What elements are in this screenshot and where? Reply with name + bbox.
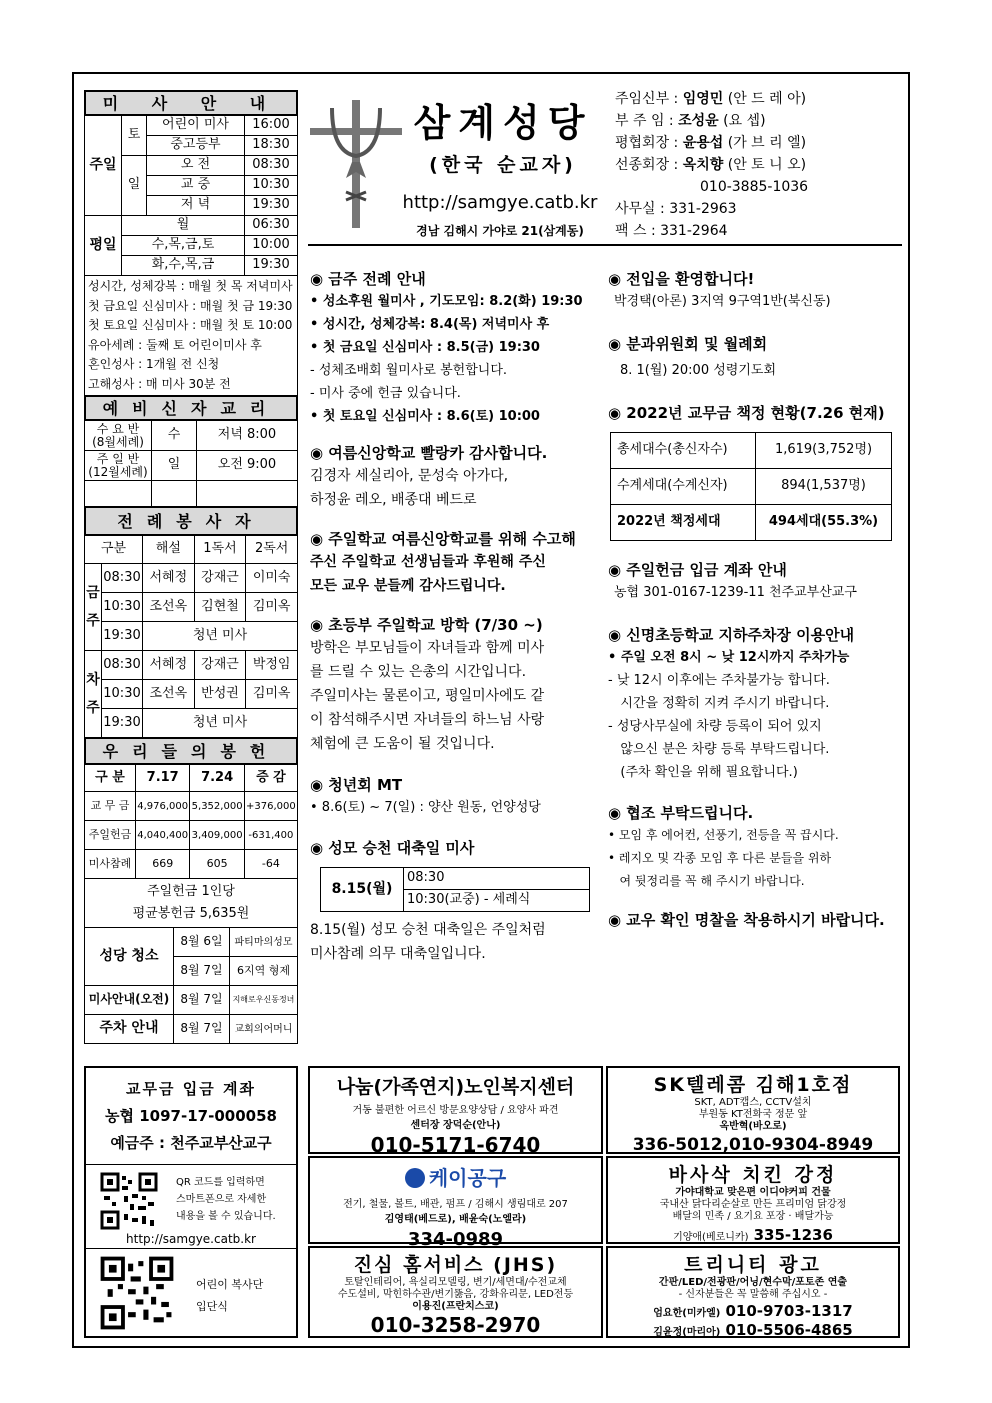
ad-phone: 335-1236 bbox=[753, 1226, 833, 1244]
section-line: 주일미사는 물론이고, 평일미사에도 같 bbox=[310, 688, 545, 704]
section-title: ◉ 성모 승천 대축일 미사 bbox=[310, 839, 475, 857]
qr-url[interactable]: http://samgye.catb.kr bbox=[126, 1232, 256, 1246]
ad-phone-label: 김윤정(마리아) bbox=[653, 1327, 721, 1338]
catechumen-time: 저녁 8:00 bbox=[197, 421, 298, 451]
section-title: ◉ 여름신앙학교 빨랑카 감사합니다. bbox=[310, 444, 548, 462]
mass-title: 미 사 안 내 bbox=[84, 90, 298, 116]
offering-label: 교 무 금 bbox=[85, 792, 136, 821]
staff-role: 부 주 임 : bbox=[615, 113, 674, 129]
offering-header: 7.17 bbox=[136, 765, 190, 792]
staff-baptismal: (안 드 레 아) bbox=[727, 91, 807, 107]
assumption-date: 8.15(월) bbox=[321, 868, 404, 912]
assumption-time: 08:30 bbox=[404, 868, 590, 890]
catechumen-day: 수 bbox=[152, 421, 197, 451]
duty-label: 주차 안내 bbox=[85, 1015, 174, 1044]
ad-line: 수도설비, 막힌하수관/변기뚫음, 강화유리문, LED전등 bbox=[337, 1289, 574, 1300]
ad-title: 케이공구 bbox=[428, 1166, 507, 1190]
server-name: 조선옥 bbox=[143, 680, 195, 709]
server-time: 10:30 bbox=[102, 593, 143, 622]
staff-list bbox=[615, 88, 905, 242]
offering-v1: 4,976,000 bbox=[136, 792, 190, 821]
duty-who: 6지역 형제 bbox=[230, 957, 298, 986]
staff-role: 선종회장 : bbox=[615, 157, 679, 173]
offering-table bbox=[84, 764, 298, 928]
church-subtitle: (한국 순교자) bbox=[429, 154, 577, 176]
section-line: - 미사 중에 헌금 있습니다. bbox=[310, 386, 461, 401]
ad-title: 바사삭 치킨 강정 bbox=[668, 1164, 838, 1186]
ad-phone: 336-5012,010-9304-8949 bbox=[632, 1135, 874, 1155]
mass-name: 중고등부 bbox=[147, 136, 245, 156]
section-title: ◉ 초등부 주일학교 방학 (7/30 ~) bbox=[310, 616, 543, 634]
catechumen-class-note: (8월세례) bbox=[92, 434, 144, 449]
section-line: • 성소후원 월미사 , 기도모임: 8.2(화) 19:30 bbox=[310, 294, 583, 309]
qr-code-icon[interactable] bbox=[100, 1256, 174, 1330]
mass-name: 화,수,목,금 bbox=[122, 256, 245, 276]
section-line: • 첫 금요일 신심미사 : 8.5(금) 19:30 bbox=[310, 340, 540, 355]
section-title: ◉ 2022년 교무금 책정 현황(7.26 현재) bbox=[608, 404, 885, 422]
staff-baptismal: (요 셉) bbox=[723, 113, 766, 129]
ad-line: 센터장 장덕순(안나) bbox=[410, 1120, 501, 1131]
left-column bbox=[84, 90, 298, 1044]
offering-v2: 3,409,000 bbox=[190, 821, 244, 850]
avg-line-1: 주일헌금 1인당 bbox=[147, 884, 235, 899]
ad-jhs bbox=[308, 1246, 603, 1338]
duty-date: 8월 7일 bbox=[174, 986, 230, 1015]
staff-row bbox=[615, 88, 905, 110]
ad-line: 전기, 철물, 볼트, 배관, 펌프 / 김해시 생림대로 207 bbox=[343, 1199, 568, 1210]
offering-v2: 5,352,000 bbox=[190, 792, 244, 821]
duty-who: 파티마의성모 bbox=[230, 928, 298, 957]
mass-time: 16:00 bbox=[245, 116, 298, 136]
offering-v2: 605 bbox=[190, 850, 244, 879]
qr-text-line: QR 코드를 입력하면 bbox=[176, 1177, 265, 1188]
duty-who: 교회의어머니 bbox=[230, 1015, 298, 1044]
coop-line: • 레지오 및 각종 모임 후 다른 분들을 위하 bbox=[608, 851, 832, 865]
server-name: 반성권 bbox=[194, 680, 246, 709]
ad-line: 토탈인테리어, 욕실리모델링, 변기/세면대/수전교체 bbox=[344, 1277, 567, 1288]
duty-label: 미사안내(오전) bbox=[85, 986, 174, 1015]
staff-baptismal: (가 브 리 엘) bbox=[727, 135, 807, 151]
tithe-label: 총세대수(총신자수) bbox=[611, 433, 756, 469]
mass-name: 어린이 미사 bbox=[147, 116, 245, 136]
ad-trinity bbox=[606, 1246, 900, 1338]
section-title: ◉ 분과위원회 및 월례회 bbox=[608, 335, 768, 353]
mass-name: 오 전 bbox=[147, 156, 245, 176]
servers-header: 2독서 bbox=[246, 536, 298, 564]
middle-column bbox=[310, 268, 602, 966]
server-name: 강재근 bbox=[194, 564, 246, 593]
catechumen-class: 수 요 반 bbox=[96, 421, 140, 436]
staff-row bbox=[615, 154, 905, 176]
parking-line: - 낮 12시 이후에는 주차불가능 합니다. bbox=[608, 673, 830, 688]
qr2-text-line: 어린이 복사단 bbox=[196, 1278, 264, 1291]
offering-label: 주일헌금 bbox=[85, 821, 136, 850]
server-name: 서혜정 bbox=[143, 564, 195, 593]
coop-line: 여 뒷정리를 꼭 해 주시기 바랍니다. bbox=[608, 874, 805, 888]
section-title: ◉ 금주 전례 안내 bbox=[310, 270, 426, 288]
staff-role: 주임신부 : bbox=[615, 91, 679, 107]
weekday-label: 평일 bbox=[85, 216, 122, 276]
servers-header: 구분 bbox=[85, 536, 143, 564]
right-column bbox=[608, 268, 904, 931]
ad-line: 간판/LED/전광판/어닝/현수막/포토존 연출 bbox=[658, 1277, 848, 1288]
staff-row bbox=[615, 110, 905, 132]
server-time: 19:30 bbox=[102, 622, 143, 651]
parking-line: • 주일 오전 8시 ~ 낮 12시까지 주차가능 bbox=[608, 650, 850, 665]
section-title: ◉ 주일헌금 입금 계좌 안내 bbox=[608, 561, 787, 579]
section-line: 방학은 부모님들이 자녀들과 함께 미사 bbox=[310, 640, 545, 656]
duty-date: 8월 6일 bbox=[174, 928, 230, 957]
assumption-note: 미사참례 의무 대축일입니다. bbox=[310, 946, 486, 962]
catechumen-class-note: (12월세례) bbox=[88, 464, 148, 479]
mass-note: 유아세례 : 둘째 토 어린이미사 후 bbox=[88, 337, 262, 352]
church-name: 삼계성당 bbox=[413, 101, 593, 145]
offering-header: 구 분 bbox=[85, 765, 136, 792]
ad-phone-label: 엄요한(미카엘) bbox=[653, 1308, 721, 1319]
server-time: 19:30 bbox=[102, 709, 143, 738]
mass-note: 혼인성사 : 1개월 전 신청 bbox=[88, 357, 220, 371]
mass-time: 06:30 bbox=[245, 216, 298, 236]
section-title: ◉ 협조 부탁드립니다. bbox=[608, 804, 754, 822]
catechumen-class: 주 일 반 bbox=[96, 451, 140, 466]
ad-phone: 010-3258-2970 bbox=[370, 1313, 541, 1337]
week2-label: 차주 bbox=[85, 651, 102, 738]
staff-name: 조성윤 bbox=[678, 113, 719, 129]
ad-k-tools bbox=[308, 1156, 603, 1250]
offering-header: 증 감 bbox=[244, 765, 297, 792]
ad-title-row bbox=[310, 1162, 601, 1191]
section-line: 이 참석해주시면 자녀들의 하느님 사랑 bbox=[310, 712, 545, 728]
catechumen-day: 일 bbox=[152, 451, 197, 481]
server-time: 08:30 bbox=[102, 564, 143, 593]
server-time: 10:30 bbox=[102, 680, 143, 709]
parking-line: 않으신 분은 차량 등록 부탁드립니다. bbox=[608, 742, 830, 757]
section-line: 주신 주일학교 선생님들과 후원해 주신 bbox=[310, 554, 546, 570]
catechumen-table bbox=[84, 420, 298, 507]
section-line: 하정윤 레오, 배종대 베드로 bbox=[310, 492, 477, 508]
assumption-note: 8.15(월) 성모 승천 대축일은 주일처럼 bbox=[310, 922, 546, 938]
section-title: ◉ 청년회 MT bbox=[310, 776, 403, 794]
qr-text-line: 스마트폰으로 자세한 bbox=[176, 1194, 267, 1205]
account-box bbox=[84, 1066, 298, 1338]
account-holder: 예금주 : 천주교부산교구 bbox=[110, 1134, 272, 1152]
assumption-table bbox=[320, 867, 590, 912]
staff-role: 평협회장 : bbox=[615, 135, 679, 151]
ad-title: 나눔(가족연지)노인복지센터 bbox=[336, 1076, 575, 1098]
account-number: 농협 1097-17-000058 bbox=[105, 1107, 277, 1125]
mass-time: 08:30 bbox=[245, 156, 298, 176]
office-phone: 사무실 : 331-2963 bbox=[615, 201, 737, 217]
ad-line: - 신자분들은 꼭 말씀해 주십시오 - bbox=[678, 1289, 828, 1300]
duty-date: 8월 7일 bbox=[174, 1015, 230, 1044]
mass-time: 10:30 bbox=[245, 176, 298, 196]
parking-line: 시간을 정확히 지켜 주시기 바랍니다. bbox=[608, 696, 830, 711]
sun-label: 일 bbox=[122, 156, 147, 216]
qr-description bbox=[176, 1174, 294, 1225]
servers-title: 전례봉사자 bbox=[84, 506, 298, 536]
section-line: • 8.6(토) ~ 7(일) : 양산 원동, 언양성당 bbox=[310, 800, 541, 815]
tithe-value: 494세대(55.3%) bbox=[756, 505, 892, 541]
mass-note: 첫 토요일 신심미사 : 매월 첫 토 10:00 bbox=[88, 318, 293, 332]
ad-line: 거동 불편한 어르신 방문요양상담 / 요양사 파견 bbox=[352, 1105, 559, 1116]
qr-code-icon[interactable] bbox=[100, 1172, 158, 1230]
server-name: 서혜정 bbox=[143, 651, 195, 680]
server-name: 이미숙 bbox=[246, 564, 298, 593]
mass-table bbox=[84, 115, 298, 396]
church-url[interactable]: http://samgye.catb.kr bbox=[402, 192, 598, 213]
server-name: 강재근 bbox=[194, 651, 246, 680]
assumption-time: 10:30(교중) - 세례식 bbox=[404, 890, 590, 912]
qr2-description bbox=[196, 1274, 296, 1318]
duty-who: 지해로우신동정녀 bbox=[230, 986, 298, 1015]
tithe-value: 894(1,537명) bbox=[756, 469, 892, 505]
duty-label: 성당 청소 bbox=[85, 928, 174, 986]
qr-text-line: 내용을 볼 수 있습니다. bbox=[176, 1211, 276, 1222]
ad-chicken bbox=[606, 1156, 900, 1244]
youth-mass: 청년 미사 bbox=[143, 709, 298, 738]
qr2-text-line: 입단식 bbox=[196, 1300, 228, 1313]
section-line: - 성체조배회 월미사로 봉헌합니다. bbox=[310, 363, 508, 378]
offering-title: 우리들의봉헌 bbox=[84, 737, 298, 765]
staff-name: 윤용섭 bbox=[682, 135, 724, 151]
section-line: 를 드릴 수 있는 은총의 시간입니다. bbox=[310, 664, 527, 680]
section-line: 김경자 세실리아, 문성숙 아가다, bbox=[310, 468, 509, 484]
ad-phone: 334-0989 bbox=[407, 1229, 504, 1250]
offering-v1: 669 bbox=[136, 850, 190, 879]
section-title: ◉ 전입을 환영합니다! bbox=[608, 270, 755, 288]
catechumen-time: 오전 9:00 bbox=[197, 451, 298, 481]
section-line: • 첫 토요일 신심미사 : 8.6(토) 10:00 bbox=[310, 409, 540, 424]
section-title: ◉ 주일학교 여름신앙학교를 위해 수고해 bbox=[310, 530, 576, 548]
fax-number: 팩 스 : 331-2964 bbox=[615, 223, 728, 239]
ad-title: 트리니티 광고 bbox=[684, 1254, 822, 1276]
ad-sk-telecom bbox=[606, 1066, 900, 1154]
mass-notes bbox=[85, 276, 298, 396]
mass-note: 고해성사 : 매 미사 30분 전 bbox=[88, 376, 231, 391]
server-name: 김미옥 bbox=[246, 593, 298, 622]
ad-line: 부원동 KT전화국 정문 앞 bbox=[698, 1109, 808, 1120]
duty-table bbox=[84, 927, 298, 1044]
section-title: ◉ 교우 확인 명찰을 착용하시기 바랍니다. bbox=[608, 911, 885, 929]
ad-phone: 010-5506-4865 bbox=[725, 1321, 853, 1339]
mass-name: 교 중 bbox=[147, 176, 245, 196]
server-name: 김미옥 bbox=[246, 680, 298, 709]
server-name: 조선옥 bbox=[143, 593, 195, 622]
tithe-label: 수계세대(수계신자) bbox=[611, 469, 756, 505]
youth-mass: 청년 미사 bbox=[143, 622, 298, 651]
ad-line: 김영태(베드로), 배윤숙(노엘라) bbox=[384, 1214, 527, 1225]
offering-header: 7.24 bbox=[190, 765, 244, 792]
ad-phone: 010-9703-1317 bbox=[725, 1302, 853, 1320]
section-line: 모든 교우 분들께 감사드립니다. bbox=[310, 578, 506, 594]
ad-line: 옥반혁(바오로) bbox=[719, 1121, 787, 1132]
mass-note: 첫 금요일 신심미사 : 매월 첫 금 19:30 bbox=[88, 298, 293, 313]
ad-line: 이용진(프란치스코) bbox=[412, 1301, 499, 1312]
sunday-label: 주일 bbox=[85, 116, 122, 216]
offering-diff: -64 bbox=[244, 850, 297, 879]
tithe-table bbox=[610, 432, 892, 541]
section-line: • 성시간, 성체강복: 8.4(목) 저녁미사 후 bbox=[310, 317, 550, 332]
servers-header: 해설 bbox=[143, 536, 195, 564]
parking-line: (주차 확인을 위해 필요합니다.) bbox=[608, 765, 798, 780]
acct-line: 농협 301-0167-1239-11 천주교부산교구 bbox=[614, 585, 857, 600]
mass-name: 월 bbox=[122, 216, 245, 236]
welcome-line: 박경택(아론) 3지역 9구역1반(북신동) bbox=[614, 294, 831, 309]
sat-label: 토 bbox=[122, 116, 147, 156]
mass-time: 18:30 bbox=[245, 136, 298, 156]
ad-line: 국내산 닭다리순살로 만든 프리미엄 닭강정 bbox=[659, 1199, 847, 1210]
staff-baptismal: (안 토 니 오) bbox=[727, 157, 807, 173]
ad-line: 배달의 민족 / 요기요 포장 · 배달가능 bbox=[672, 1211, 834, 1222]
k-logo-icon bbox=[405, 1168, 425, 1188]
mass-note: 성시간, 성체강복 : 매월 첫 목 저녁미사 bbox=[88, 279, 293, 293]
ad-title: SK텔레콤 김해1호점 bbox=[653, 1074, 853, 1096]
account-title: 교무금 입금 계좌 bbox=[126, 1080, 256, 1098]
catechumen-title: 예비신자교리 bbox=[84, 395, 298, 421]
ad-phone-label: 기양애(베로니카) bbox=[673, 1232, 749, 1243]
server-name: 김현철 bbox=[194, 593, 246, 622]
servers-table bbox=[84, 535, 298, 738]
ad-phone: 010-5171-6740 bbox=[370, 1133, 541, 1157]
section-line: 체험에 큰 도움이 될 것입니다. bbox=[310, 736, 495, 752]
avg-line-2: 평균봉헌금 5,635원 bbox=[132, 906, 250, 921]
ad-line: SKT, ADT캡스, CCTV설치 bbox=[694, 1097, 812, 1108]
week1-label: 금주 bbox=[85, 564, 102, 651]
servers-header: 1독서 bbox=[194, 536, 246, 564]
offering-v1: 4,040,400 bbox=[136, 821, 190, 850]
meeting-line: 8. 1(월) 20:00 성령기도회 bbox=[620, 363, 777, 378]
mass-time: 19:30 bbox=[245, 256, 298, 276]
mass-time: 19:30 bbox=[245, 196, 298, 216]
parking-line: - 성당사무실에 차량 등록이 되어 있지 bbox=[608, 719, 822, 734]
staff-name: 임영민 bbox=[682, 91, 724, 107]
ad-line: 가야대학교 맞은편 이디야커피 건물 bbox=[675, 1187, 831, 1198]
mass-name: 저 녁 bbox=[147, 196, 245, 216]
server-time: 08:30 bbox=[102, 651, 143, 680]
staff-name: 옥치향 bbox=[682, 157, 724, 173]
offering-diff: -631,400 bbox=[244, 821, 297, 850]
section-title: ◉ 신명초등학교 지하주차장 이용안내 bbox=[608, 626, 855, 644]
mass-time: 10:00 bbox=[245, 236, 298, 256]
divider bbox=[86, 1164, 296, 1165]
coop-line: • 모임 후 에어컨, 선풍기, 전등을 꼭 끕시다. bbox=[608, 828, 839, 842]
staff-row bbox=[615, 132, 905, 154]
tithe-value: 1,619(3,752명) bbox=[756, 433, 892, 469]
offering-diff: +376,000 bbox=[244, 792, 297, 821]
divider bbox=[86, 1248, 296, 1249]
server-name: 박정임 bbox=[246, 651, 298, 680]
staff-phone: 010-3885-1036 bbox=[700, 179, 809, 195]
mass-name: 수,목,금,토 bbox=[122, 236, 245, 256]
duty-date: 8월 7일 bbox=[174, 957, 230, 986]
ad-title: 진심 홈서비스 (JHS) bbox=[353, 1254, 558, 1276]
church-address: 경남 김해시 가야로 21(삼계동) bbox=[416, 224, 584, 238]
tithe-label: 2022년 책정세대 bbox=[611, 505, 756, 541]
ad-nanum bbox=[308, 1066, 603, 1157]
offering-label: 미사참례 bbox=[85, 850, 136, 879]
header-divider bbox=[308, 244, 902, 246]
